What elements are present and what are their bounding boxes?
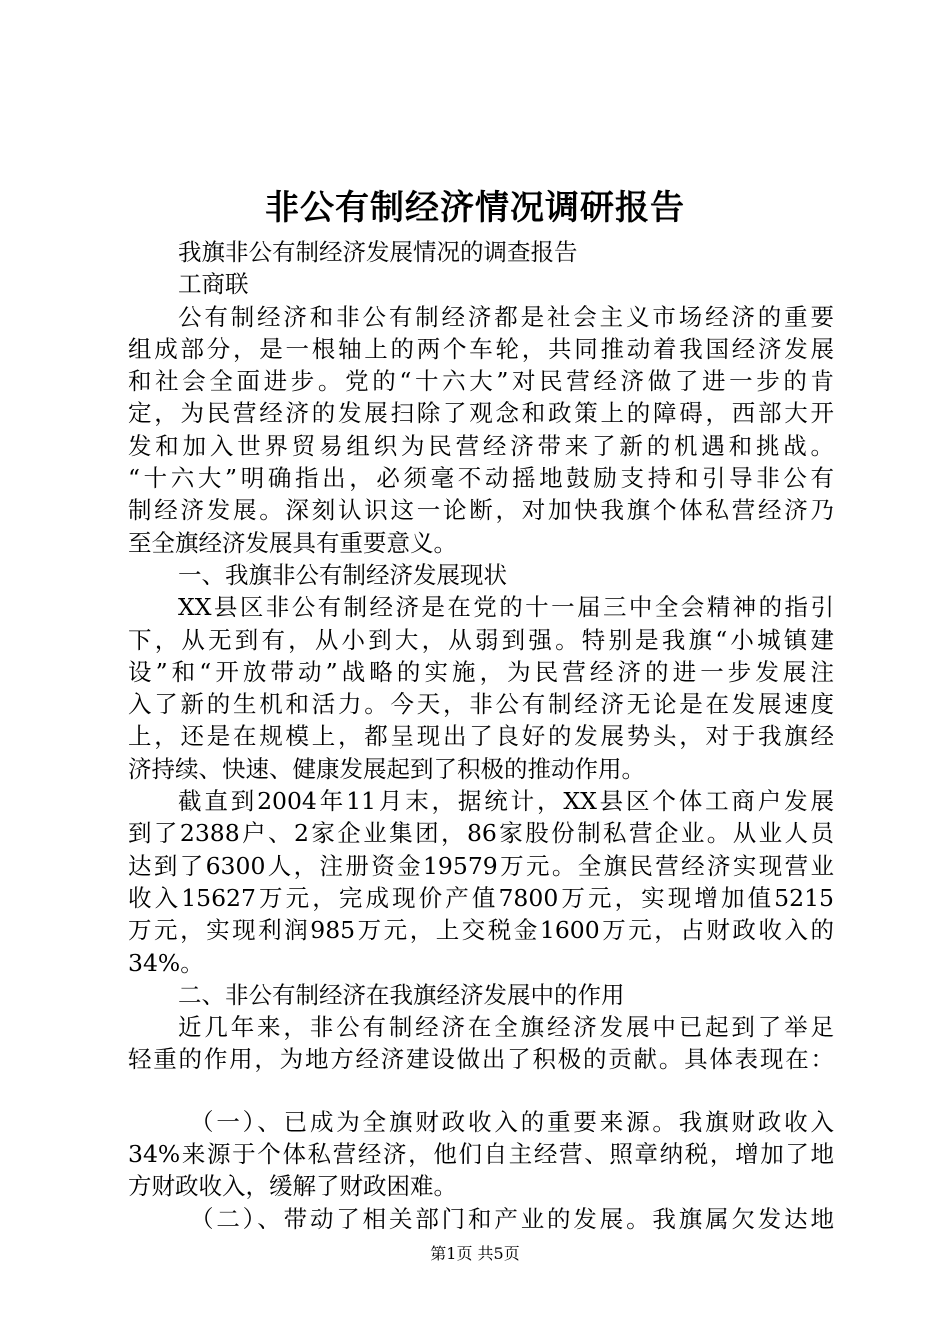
text-line: 和社会全面进步。党的“十六大”对民营经济做了进一步的肯 bbox=[128, 367, 834, 396]
text-line: 上，还是在规模上，都呈现出了良好的发展势头，对于我旗经 bbox=[128, 722, 834, 751]
document-subtitle: 我旗非公有制经济发展情况的调查报告 bbox=[178, 238, 578, 266]
paragraph-point-one bbox=[128, 1106, 834, 1203]
text-line: 入了新的生机和活力。今天，非公有制经济无论是在发展速度 bbox=[128, 690, 834, 719]
text-line: 万元，实现利润985万元，上交税金1600万元，占财政收入的 bbox=[128, 916, 834, 945]
page-footer: 第1页 共5页 bbox=[430, 1244, 520, 1263]
text-line: 设”和“开放带动”战略的实施，为民营经济的进一步发展注 bbox=[128, 657, 834, 686]
paragraph-statistics bbox=[128, 785, 834, 979]
text-line: （二）、带动了相关部门和产业的发展。我旗属欠发达地 bbox=[190, 1204, 834, 1233]
text-line: 收入15627万元，完成现价产值7800万元，实现增加值5215 bbox=[128, 883, 834, 912]
text-line: 定，为民营经济的发展扫除了观念和政策上的障碍，西部大开 bbox=[128, 399, 834, 428]
text-line: 发和加入世界贸易组织为民营经济带来了新的机遇和挑战。 bbox=[128, 431, 834, 460]
text-line: 至全旗经济发展具有重要意义。 bbox=[128, 528, 457, 557]
section-heading: 二、非公有制经济在我旗经济发展中的作用 bbox=[178, 980, 625, 1009]
text-line: 组成部分，是一根轴上的两个车轮，共同推动着我国经济发展 bbox=[128, 334, 834, 363]
text-line: 方财政收入，缓解了财政困难。 bbox=[128, 1172, 457, 1201]
text-line: 公有制经济和非公有制经济都是社会主义市场经济的重要 bbox=[178, 302, 834, 331]
text-line: “十六大”明确指出，必须毫不动摇地鼓励支持和引导非公有 bbox=[128, 464, 834, 493]
paragraph-gap bbox=[128, 1076, 834, 1106]
text-line: 到了2388户、2家企业集团，86家股份制私营企业。从业人员 bbox=[128, 819, 834, 848]
text-line: XX县区非公有制经济是在党的十一届三中全会精神的指引 bbox=[178, 593, 834, 622]
text-line: 济持续、快速、健康发展起到了积极的推动作用。 bbox=[128, 754, 645, 783]
document-author: 工商联 bbox=[178, 270, 249, 299]
document-title: 非公有制经济情况调研报告 bbox=[265, 188, 685, 228]
text-line: 轻重的作用，为地方经济建设做出了积极的贡献。具体表现在： bbox=[128, 1045, 834, 1074]
text-line: 34%。 bbox=[128, 948, 204, 977]
document-body bbox=[128, 236, 834, 1235]
paragraph-point-two bbox=[128, 1203, 834, 1235]
text-line: 近几年来，非公有制经济在全旗经济发展中已起到了举足 bbox=[178, 1013, 834, 1042]
paragraph-role bbox=[128, 1011, 834, 1076]
paragraph-status bbox=[128, 591, 834, 785]
text-line: （一）、已成为全旗财政收入的重要来源。我旗财政收入 bbox=[190, 1107, 834, 1136]
text-line: 截直到2004年11月末，据统计，XX县区个体工商户发展 bbox=[178, 787, 834, 816]
text-line: 制经济发展。深刻认识这一论断，对加快我旗个体私营经济乃 bbox=[128, 496, 834, 525]
text-line: 下，从无到有，从小到大，从弱到强。特别是我旗“小城镇建 bbox=[128, 625, 834, 654]
paragraph-intro bbox=[128, 301, 834, 559]
text-line: 达到了6300人，注册资金19579万元。全旗民营经济实现营业 bbox=[128, 851, 834, 880]
section-heading: 一、我旗非公有制经济发展现状 bbox=[178, 560, 507, 589]
text-line: 34%来源于个体私营经济，他们自主经营、照章纳税，增加了地 bbox=[128, 1140, 834, 1169]
